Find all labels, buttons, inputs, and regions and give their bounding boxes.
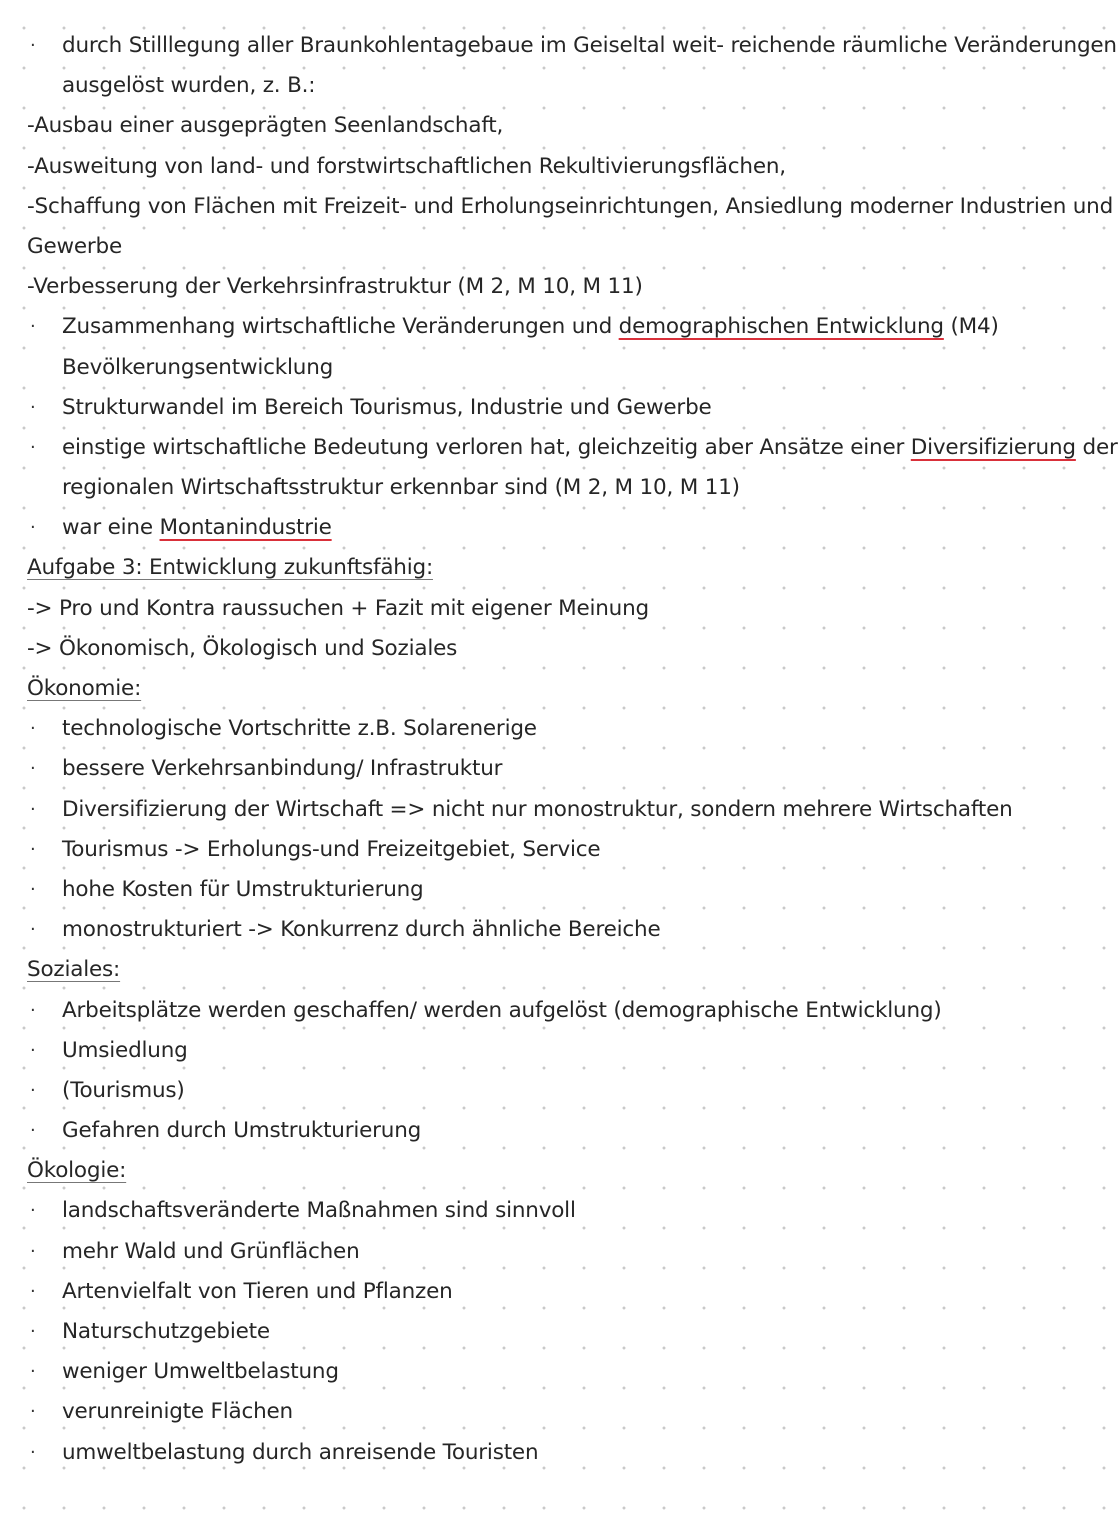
bullet-dot-icon: · bbox=[30, 1240, 36, 1262]
line-text: war eine bbox=[62, 515, 160, 541]
line-text: hohe Kosten für Umstrukturierung bbox=[62, 876, 424, 902]
bullet-item bbox=[0, 1111, 1080, 1151]
bullet-item bbox=[0, 1352, 1080, 1392]
bullet-dot-icon: · bbox=[30, 1321, 36, 1342]
bullet-item bbox=[0, 749, 1080, 789]
note-line bbox=[0, 950, 1080, 990]
bullet-dot-icon: · bbox=[30, 718, 36, 740]
bullet-item bbox=[0, 1031, 1080, 1071]
note-line bbox=[0, 548, 1080, 588]
line-text: einstige wirtschaftliche Bedeutung verloren hat, gleichzeitig aber Ansätze einer bbox=[62, 434, 911, 460]
continuation-line bbox=[0, 468, 1080, 508]
bullet-dot-icon: · bbox=[30, 1280, 36, 1302]
underlined-term: Aufgabe 3: Entwicklung zukunftsfähig: bbox=[27, 555, 433, 581]
bullet-dot-icon: · bbox=[30, 436, 36, 458]
bullet-dot-icon: · bbox=[30, 838, 36, 860]
line-text: -Verbesserung der Verkehrsinfrastruktur (M 2, M 10, M 11) bbox=[27, 274, 643, 300]
bullet-dot-icon: · bbox=[30, 1441, 36, 1463]
line-text: der bbox=[1075, 434, 1118, 460]
line-text: regionalen Wirtschaftsstruktur erkennbar sind (M 2, M 10, M 11) bbox=[62, 475, 740, 501]
note-line bbox=[0, 106, 1080, 146]
note-line bbox=[0, 589, 1080, 629]
bullet-dot-icon: · bbox=[30, 758, 36, 780]
line-text: Arbeitsplätze werden geschaffen/ werden aufgelöst (demographische Entwicklung) bbox=[62, 997, 942, 1023]
underlined-term: Montanindustrie bbox=[159, 515, 332, 541]
underlined-term: Diversifizierung bbox=[910, 434, 1076, 460]
line-text: -Schaffung von Flächen mit Freizeit- und Erholungseinrichtungen, Ansiedlung moderner Industrien und bbox=[27, 193, 1114, 219]
line-text: Gewerbe bbox=[27, 233, 123, 259]
line-text: Zusammenhang wirtschaftliche Veränderungen und bbox=[62, 314, 619, 340]
line-text: (M4) bbox=[943, 314, 999, 340]
line-text: technologische Vortschritte z.B. Solarenerige bbox=[62, 716, 537, 742]
line-text: Strukturwandel im Bereich Tourismus, Industrie und Gewerbe bbox=[62, 394, 712, 420]
underlined-term: Ökonomie: bbox=[27, 676, 142, 701]
bullet-dot-icon: · bbox=[30, 396, 36, 418]
note-line bbox=[0, 669, 1080, 709]
bullet-item bbox=[0, 307, 1080, 347]
bullet-dot-icon: · bbox=[30, 517, 36, 539]
continuation-line bbox=[0, 348, 1080, 388]
underlined-term: Ökologie: bbox=[27, 1158, 127, 1184]
bullet-dot-icon: · bbox=[30, 1200, 36, 1222]
bullet-item bbox=[0, 1071, 1080, 1111]
line-text: umweltbelastung durch anreisende Touristen bbox=[62, 1439, 539, 1465]
bullet-item bbox=[0, 830, 1080, 870]
line-text: bessere Verkehrsanbindung/ Infrastruktur bbox=[62, 756, 503, 782]
note-line bbox=[0, 629, 1080, 669]
line-text: -> Ökonomisch, Ökologisch und Soziales bbox=[27, 635, 458, 661]
line-text: -Ausweitung von land- und forstwirtschaftlichen Rekultivierungsflächen, bbox=[27, 153, 786, 179]
bullet-item bbox=[0, 870, 1080, 910]
line-text: (Tourismus) bbox=[62, 1077, 185, 1103]
bullet-dot-icon: · bbox=[30, 1079, 36, 1101]
bullet-item bbox=[0, 910, 1080, 950]
bullet-item bbox=[0, 1392, 1080, 1432]
bullet-dot-icon: · bbox=[30, 35, 36, 56]
line-text: Bevölkerungsentwicklung bbox=[62, 354, 334, 380]
bullet-item bbox=[0, 1232, 1080, 1272]
bullet-item bbox=[0, 428, 1118, 468]
bullet-dot-icon: · bbox=[30, 999, 36, 1021]
line-text: verunreinigte Flächen bbox=[62, 1399, 293, 1425]
bullet-item bbox=[0, 991, 1080, 1031]
line-text: Naturschutzgebiete bbox=[62, 1319, 270, 1344]
line-text: -> Pro und Kontra raussuchen + Fazit mit eigener Meinung bbox=[27, 595, 649, 621]
line-text: Artenvielfalt von Tieren und Pflanzen bbox=[62, 1278, 453, 1304]
line-text: weniger Umweltbelastung bbox=[62, 1359, 339, 1385]
bullet-dot-icon: · bbox=[30, 316, 36, 338]
underlined-term: Soziales: bbox=[27, 957, 121, 983]
line-text: Tourismus -> Erholungs-und Freizeitgebiet, Service bbox=[62, 836, 601, 862]
bullet-item bbox=[0, 1312, 1080, 1352]
line-text: durch Stilllegung aller Braunkohlentagebaue im Geiseltal weit- reichende räumliche Veränderungen bbox=[62, 33, 1117, 58]
bullet-item bbox=[0, 508, 1080, 548]
note-line bbox=[0, 147, 1080, 187]
note-line bbox=[0, 1151, 1080, 1191]
bullet-dot-icon: · bbox=[30, 798, 36, 820]
note-line bbox=[0, 267, 1080, 307]
bullet-item bbox=[0, 790, 1080, 830]
bullet-item bbox=[0, 1433, 1080, 1473]
continuation-line bbox=[0, 66, 1080, 106]
bullet-dot-icon: · bbox=[30, 1039, 36, 1061]
line-text: Umsiedlung bbox=[62, 1037, 188, 1063]
line-text: ausgelöst wurden, z. B.: bbox=[62, 73, 316, 99]
bullet-item bbox=[0, 709, 1080, 749]
bullet-dot-icon: · bbox=[30, 878, 36, 900]
bullet-item bbox=[0, 1272, 1080, 1312]
note-line bbox=[0, 187, 1114, 227]
line-text: -Ausbau einer ausgeprägten Seenlandschaft, bbox=[27, 113, 504, 139]
bullet-dot-icon: · bbox=[30, 1361, 36, 1383]
line-text: mehr Wald und Grünflächen bbox=[62, 1238, 360, 1264]
line-text: Diversifizierung der Wirtschaft => nicht nur monostruktur, sondern mehrere Wirtschaften bbox=[62, 796, 1013, 822]
line-text: Gefahren durch Umstrukturierung bbox=[62, 1118, 422, 1144]
notes-page bbox=[0, 26, 1118, 1473]
bullet-item bbox=[0, 26, 1117, 66]
underlined-term: demographischen Entwicklung bbox=[618, 314, 944, 340]
note-line bbox=[0, 227, 1080, 267]
bullet-item bbox=[0, 388, 1080, 428]
bullet-item bbox=[0, 1191, 1080, 1231]
line-text: landschaftsveränderte Maßnahmen sind sinnvoll bbox=[62, 1198, 576, 1224]
line-text: monostrukturiert -> Konkurrenz durch ähnliche Bereiche bbox=[62, 917, 661, 943]
bullet-dot-icon: · bbox=[30, 1401, 36, 1423]
bullet-dot-icon: · bbox=[30, 1120, 36, 1142]
bullet-dot-icon: · bbox=[30, 919, 36, 941]
